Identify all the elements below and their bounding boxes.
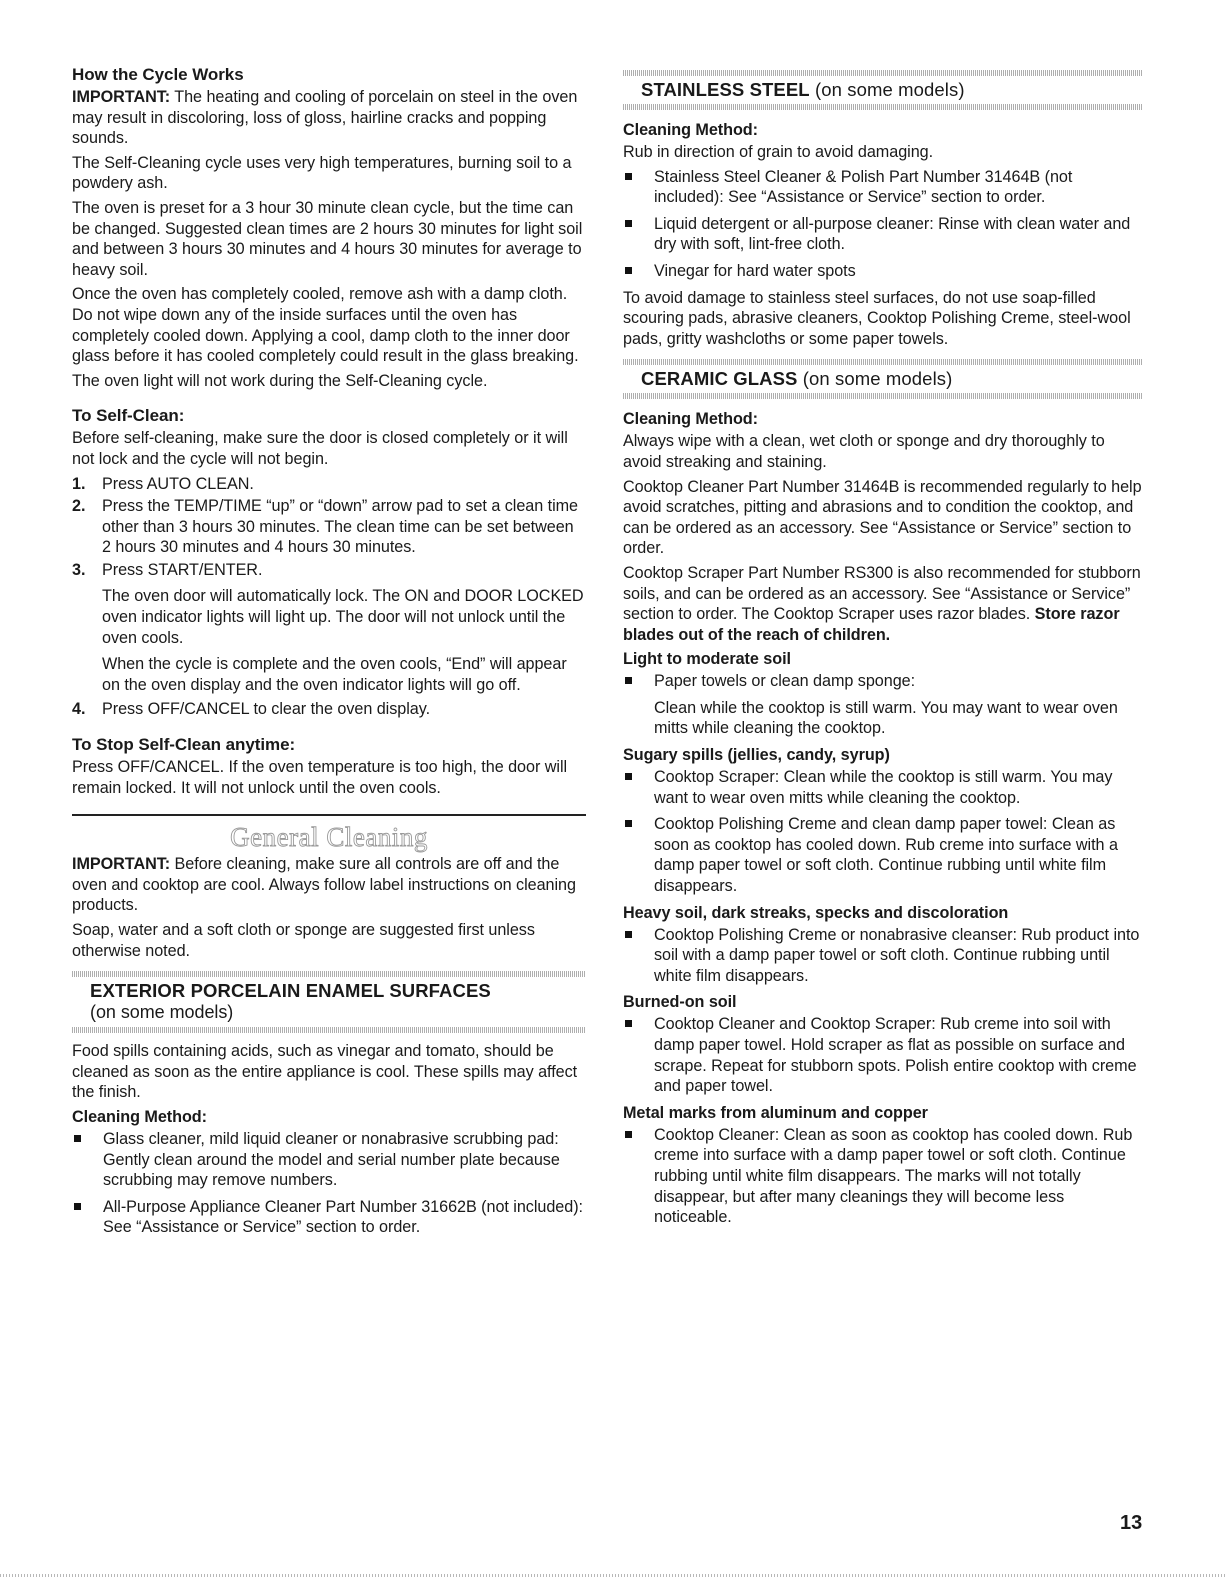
step-number: 2. (72, 497, 86, 516)
list-item (623, 814, 1143, 896)
ceramic-cleaning-method-label: Cleaning Method: (623, 410, 758, 429)
step-item (72, 560, 586, 696)
important-label: IMPORTANT: (72, 88, 171, 106)
bullet-text: All-Purpose Appliance Cleaner Part Number 31662B (not included): See “Assistance or Service” section to order. (103, 1197, 583, 1237)
bullet-text: Cooktop Scraper: Clean while the cooktop is still warm. You may want to wear oven mitts while cleaning the cooktop. (654, 768, 1113, 807)
exterior-bullet-list (72, 1129, 586, 1238)
stainless-paragraph-1: Rub in direction of grain to avoid damaging. (623, 143, 934, 161)
ceramic-paragraph-3 (623, 563, 1143, 645)
important-text: Before cleaning, make sure all controls are off and the oven and cooktop are cool. Always follow label instructions on cleaning products. (72, 855, 576, 915)
stainless-title: STAINLESS STEEL (641, 79, 810, 100)
ceramic-glass-heading (623, 365, 1143, 390)
razor-warning: Store razor blades out of the reach of children. (623, 605, 1120, 644)
square-bullet-icon (625, 773, 632, 780)
bullet-text: Glass cleaner, mild liquid cleaner or nonabrasive scrubbing pad: Gently clean around the model and serial number plate because scrubbing may remove numbers. (103, 1129, 560, 1190)
how-important-paragraph (72, 87, 586, 149)
stainless-steel-band (623, 70, 1143, 110)
exterior-cleaning-method-label: Cleaning Method: (72, 1107, 207, 1126)
stop-self-clean-heading: To Stop Self-Clean anytime: (72, 735, 296, 755)
ceramic-subtitle: (on some models) (797, 368, 953, 390)
square-bullet-icon (74, 1203, 81, 1210)
list-item (623, 214, 1143, 255)
how-paragraph-5: The oven light will not work during the Self-Cleaning cycle. (72, 371, 488, 390)
hatch-bar-top (623, 70, 1143, 76)
step-text: Press the TEMP/TIME “up” or “down” arrow pad to set a clean time other than 3 hours 30 minutes. The clean time can be set between 2 hours 30 minutes and 4 hours 30 minutes. (102, 497, 579, 557)
bullet-detail: Clean while the cooktop is still warm. You may want to wear oven mitts while cleaning the cooktop. (654, 698, 1118, 738)
heavy-soil-list (623, 925, 1143, 987)
list-item (623, 1125, 1143, 1228)
bullet-text: Cooktop Polishing Creme or nonabrasive cleanser: Rub product into soil with a damp paper towel or soft cloth. Continue rubbing until white film disappears. (654, 925, 1140, 985)
how-paragraph-4: Once the oven has completely cooled, remove ash with a damp cloth. Do not wipe down any of the inside surfaces until the oven has completely cooled down. Applying a cool, damp cloth to the inner door glass before it has cooled completely could result in the glass breaking. (72, 285, 579, 366)
self-clean-steps (72, 474, 586, 721)
self-clean-intro: Before self-cleaning, make sure the door is closed completely or it will not lock and the cycle will not begin. (72, 429, 568, 468)
light-soil-heading: Light to moderate soil (623, 650, 791, 669)
exterior-paragraph: Food spills containing acids, such as vinegar and tomato, should be cleaned as soon as the entire appliance is cool. These spills may affect the finish. (72, 1042, 578, 1102)
hatch-bar-bottom (623, 393, 1143, 399)
left-column (72, 64, 586, 1244)
square-bullet-icon (625, 220, 632, 227)
list-item (623, 1014, 1143, 1096)
step-text: Press AUTO CLEAN. (102, 474, 254, 493)
step-number: 4. (72, 700, 86, 719)
how-paragraph-3: The oven is preset for a 3 hour 30 minute clean cycle, but the time can be changed. Suggested clean times are 2 hours 30 minutes for light soil and between 3 hours 30 minutes and 4 hours 30 minutes for average to heavy soil. (72, 198, 583, 279)
square-bullet-icon (625, 1131, 632, 1138)
ceramic-paragraph-2: Cooktop Cleaner Part Number 31464B is recommended regularly to help avoid scratches, pitting and abrasions and to condition the cooktop, and can be ordered as an accessory. See “Assistance or Service” section to order. (623, 477, 1142, 558)
exterior-porcelain-heading: EXTERIOR PORCELAIN ENAMEL SURFACES (90, 980, 491, 1002)
ceramic-glass-band (623, 359, 1143, 399)
bullet-text: Stainless Steel Cleaner & Polish Part Number 31464B (not included): See “Assistance or Service” section to order. (654, 167, 1073, 207)
ceramic-title: CERAMIC GLASS (641, 368, 798, 390)
hatch-bar-bottom (72, 1027, 586, 1033)
important-label: IMPORTANT: (72, 855, 171, 874)
bottom-scan-line (0, 1574, 1225, 1577)
step-item (72, 699, 586, 720)
step-text: Press START/ENTER. (102, 560, 263, 579)
square-bullet-icon (625, 173, 632, 180)
sugary-spills-list (623, 767, 1143, 897)
general-paragraph-2: Soap, water and a soft cloth or sponge are suggested first unless otherwise noted. (72, 921, 535, 960)
stainless-steel-heading (623, 76, 1143, 101)
square-bullet-icon (625, 820, 632, 827)
hatch-bar-top (72, 971, 586, 977)
burned-on-soil-heading: Burned-on soil (623, 993, 737, 1012)
stainless-paragraph-2: To avoid damage to stainless steel surfaces, do not use soap-filled scouring pads, abrasive cleaners, Cooktop Polishing Creme, steel-wool pads, gritty washcloths or some paper towels. (623, 288, 1131, 348)
square-bullet-icon (625, 931, 632, 938)
hatch-bar-bottom (623, 104, 1143, 110)
ceramic-paragraph-1: Always wipe with a clean, wet cloth or sponge and dry thoroughly to avoid streaking and staining. (623, 432, 1105, 471)
list-item (72, 1129, 586, 1191)
important-text: The heating and cooling of porcelain on steel in the oven may result in discoloring, loss of gloss, hairline cracks and popping sounds. (72, 88, 578, 148)
stop-self-clean-text: Press OFF/CANCEL. If the oven temperature is too high, the door will remain locked. It will not unlock until the oven cools. (72, 758, 568, 797)
to-self-clean-heading: To Self-Clean: (72, 406, 185, 426)
bullet-text: Paper towels or clean damp sponge: (654, 672, 916, 691)
list-item (72, 1197, 586, 1238)
sugary-spills-heading: Sugary spills (jellies, candy, syrup) (623, 746, 890, 765)
how-cycle-works-heading: How the Cycle Works (72, 65, 244, 84)
step-item (72, 496, 586, 558)
step-item (72, 474, 586, 495)
stainless-subtitle: (on some models) (809, 79, 965, 100)
step-3-detail-2: When the cycle is complete and the oven cools, “End” will appear on the oven display and the oven indicator lights will go off. (102, 655, 567, 694)
general-cleaning-title: General Cleaning (230, 822, 428, 853)
bullet-text: Cooktop Cleaner: Clean as soon as cooktop has cooled down. Rub creme into surface with a damp paper towel or soft cloth. Continue rubbing until white film disappears. The marks will not totally disappear, but after many cleanings they will become less noticeable. (654, 1125, 1133, 1227)
square-bullet-icon (74, 1135, 81, 1142)
list-item (623, 767, 1143, 808)
bullet-text: Cooktop Polishing Creme and clean damp paper towel: Clean as soon as cooktop has cooled down. Rub creme into surface with a damp paper towel or soft cloth. Continue rubbing until white film disappears. (654, 815, 1118, 896)
list-item (623, 167, 1143, 208)
list-item (623, 671, 1143, 739)
exterior-porcelain-band (72, 971, 586, 1033)
stainless-bullet-list (623, 167, 1143, 282)
square-bullet-icon (625, 267, 632, 274)
hatch-bar-top (623, 359, 1143, 365)
burned-on-soil-list (623, 1014, 1143, 1096)
general-important-paragraph (72, 854, 586, 916)
metal-marks-list (623, 1125, 1143, 1228)
list-item (623, 261, 1143, 282)
ceramic-paragraph-3-text: Cooktop Scraper Part Number RS300 is also recommended for stubborn soils, and can be ordered as an accessory. See “Assistance or Service” section to order. The Cooktop Scraper uses razor blades. (623, 563, 1141, 624)
step-text: Press OFF/CANCEL to clear the oven display. (102, 700, 431, 719)
square-bullet-icon (625, 677, 632, 684)
step-number: 1. (72, 474, 86, 493)
square-bullet-icon (625, 1020, 632, 1027)
exterior-porcelain-subheading: (on some models) (90, 1002, 234, 1023)
section-divider (72, 814, 586, 816)
step-3-detail-1: The oven door will automatically lock. The ON and DOOR LOCKED oven indicator lights will light up. The door will not unlock until the oven cools. (102, 587, 584, 647)
bullet-text: Cooktop Cleaner and Cooktop Scraper: Rub creme into soil with damp paper towel. Hold scraper as flat as possible on surface and scrape. Repeat for stubborn spots. Polish entire cooktop with creme and paper towel. (654, 1015, 1137, 1096)
page-number: 13 (1120, 1512, 1143, 1534)
metal-marks-heading: Metal marks from aluminum and copper (623, 1103, 928, 1122)
stainless-cleaning-method-label: Cleaning Method: (623, 121, 758, 139)
right-column (623, 64, 1143, 1234)
light-soil-list (623, 671, 1143, 739)
how-paragraph-2: The Self-Cleaning cycle uses very high temperatures, burning soil to a powdery ash. (72, 153, 572, 193)
list-item (623, 925, 1143, 987)
step-number: 3. (72, 560, 86, 579)
heavy-soil-heading: Heavy soil, dark streaks, specks and discoloration (623, 903, 1009, 922)
bullet-text: Vinegar for hard water spots (654, 261, 856, 280)
bullet-text: Liquid detergent or all-purpose cleaner: Rinse with clean water and dry with soft, lint-free cloth. (654, 214, 1131, 254)
